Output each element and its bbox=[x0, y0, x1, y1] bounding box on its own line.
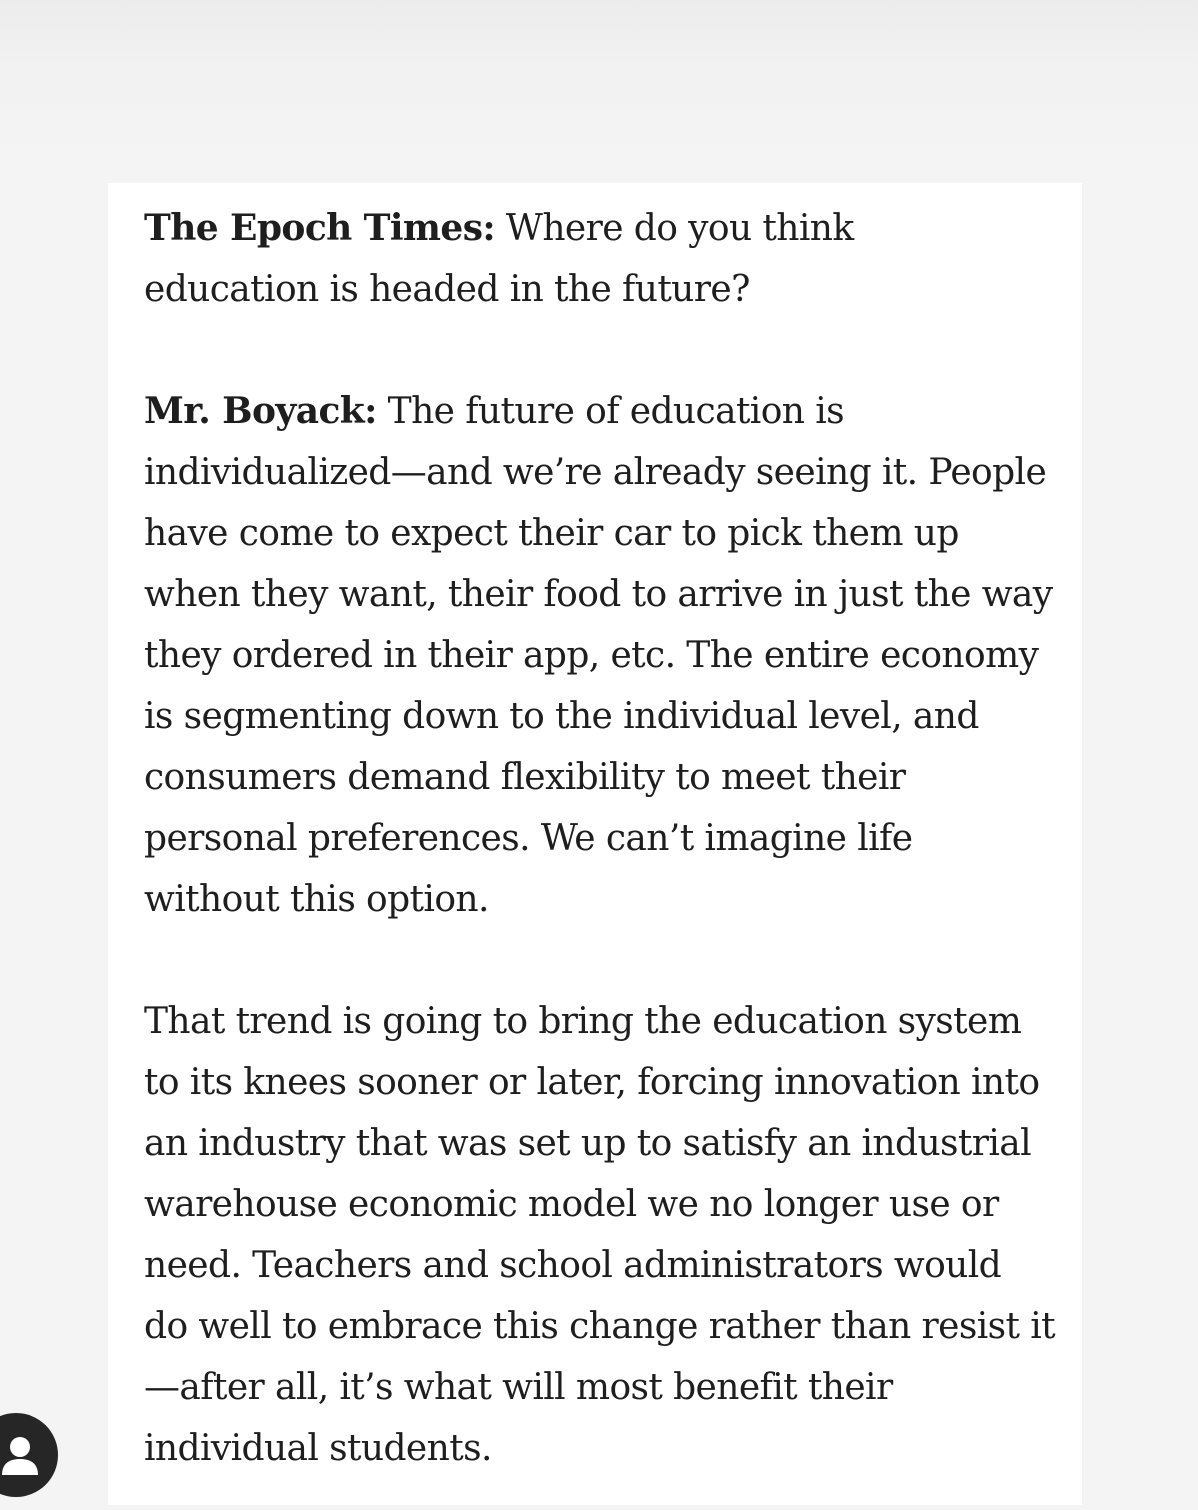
line-text: Where do you think bbox=[505, 208, 854, 249]
speaker-label: Mr. Boyack: bbox=[144, 390, 377, 432]
paragraph-line: warehouse economic model we no longer use or bbox=[144, 1184, 999, 1225]
answer-paragraph bbox=[144, 381, 1064, 930]
paragraph-line: personal preferences. We can’t imagine life bbox=[144, 818, 913, 859]
paragraph-line: need. Teachers and school administrators would bbox=[144, 1245, 1002, 1286]
paragraph-line: have come to expect their car to pick them up bbox=[144, 513, 959, 554]
paragraph-line: when they want, their food to arrive in just the way bbox=[144, 574, 1053, 615]
paragraph-line: an industry that was set up to satisfy an industrial bbox=[144, 1123, 1032, 1164]
person-icon[interactable] bbox=[0, 1413, 58, 1497]
person-glyph bbox=[0, 1413, 58, 1497]
answer-continuation-paragraph bbox=[144, 991, 1064, 1479]
article-card bbox=[108, 183, 1082, 1505]
paragraph-line: without this option. bbox=[144, 879, 489, 920]
paragraph-line: That trend is going to bring the education system bbox=[144, 1001, 1022, 1042]
question-paragraph bbox=[144, 198, 1064, 320]
paragraph-line: education is headed in the future? bbox=[144, 269, 750, 310]
paragraph-line: is segmenting down to the individual level, and bbox=[144, 696, 979, 737]
line-text: The future of education is bbox=[387, 391, 845, 432]
paragraph-line: to its knees sooner or later, forcing innovation into bbox=[144, 1062, 1040, 1103]
paragraph-line bbox=[144, 381, 1064, 442]
paragraph-line: individualized—and we’re already seeing it. People bbox=[144, 452, 1047, 493]
paragraph-line: they ordered in their app, etc. The entire economy bbox=[144, 635, 1039, 676]
paragraph-line: do well to embrace this change rather than resist it bbox=[144, 1306, 1055, 1347]
paragraph-line bbox=[144, 198, 1064, 259]
paragraph-line: individual students. bbox=[144, 1428, 492, 1469]
speaker-label: The Epoch Times: bbox=[144, 207, 496, 249]
paragraph-line: consumers demand flexibility to meet their bbox=[144, 757, 906, 798]
paragraph-line: —after all, it’s what will most benefit their bbox=[144, 1367, 893, 1408]
